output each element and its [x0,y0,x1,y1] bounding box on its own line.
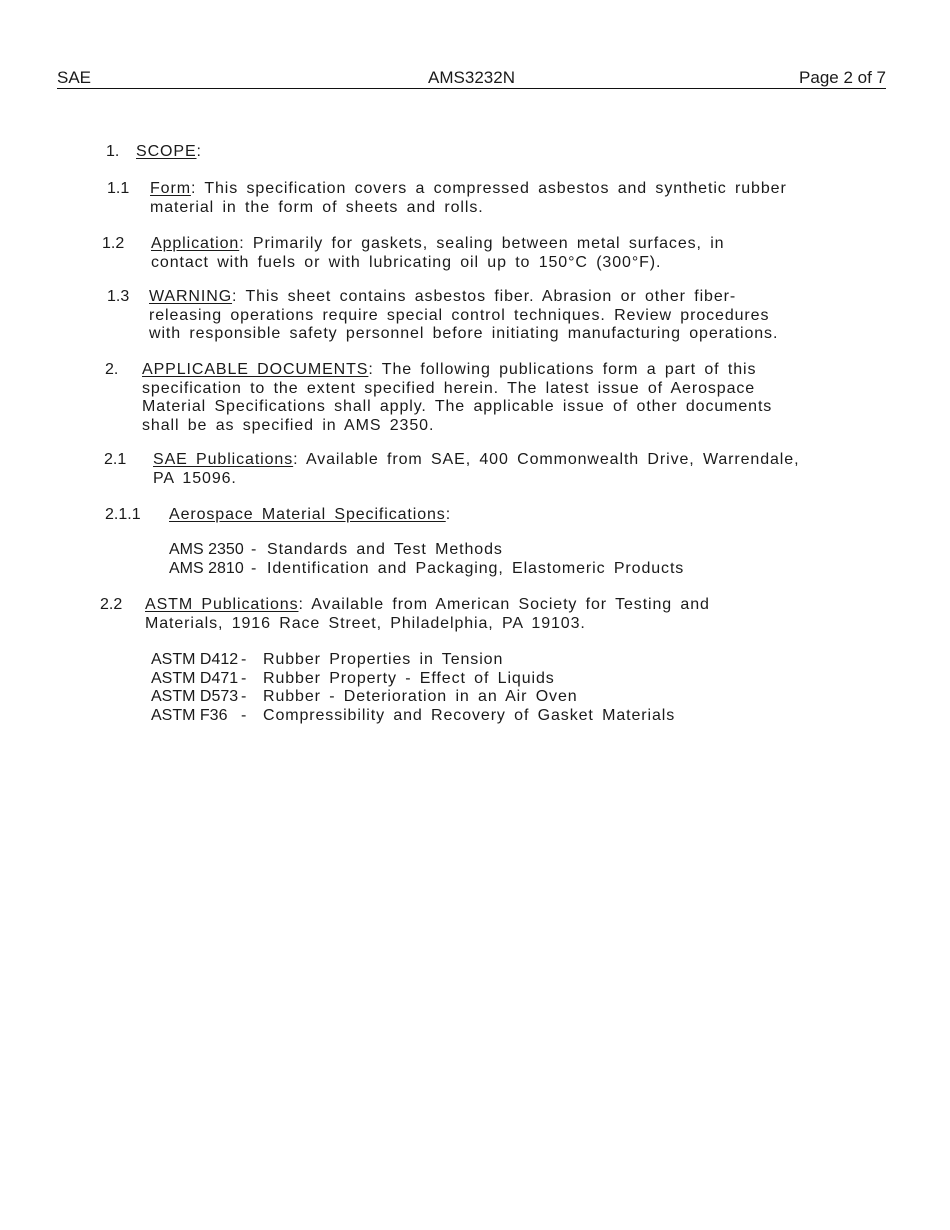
section-title: SCOPE [136,143,197,160]
section-number: 2. [105,361,119,378]
section-number: 1.3 [107,288,130,305]
section-body [149,288,778,344]
reference-title: Identification and Packaging, Elastomeric Products [267,559,685,577]
reference-code: ASTM D471 [151,669,239,687]
section-text: : The following publications form a part of this [368,361,757,378]
section-number: 1. [106,143,120,160]
section-text: specification to the extent specified herein. The latest issue of Aerospace [142,379,756,397]
reference-separator: - [251,559,257,577]
section-text: : Available from SAE, 400 Commonwealth Drive, Warrendale, [293,451,800,468]
section-text: : This specification covers a compressed asbestos and synthetic rubber [190,180,787,197]
reference-title: Standards and Test Methods [267,541,503,558]
reference-separator: - [241,651,247,668]
section-body [151,235,724,272]
section-text: shall be as specified in AMS 2350. [142,416,435,434]
reference-code: AMS 2350 [169,541,244,558]
section-text: PA 15096. [153,469,237,487]
section-text: Material Specifications shall apply. The applicable issue of other documents [142,398,773,415]
section-heading [136,143,201,162]
section-colon: : [445,506,452,523]
section-body [145,596,710,633]
reference-separator: - [241,669,247,687]
reference-code: ASTM F36 [151,706,228,724]
section-number: 1.1 [107,180,130,197]
reference-separator: - [241,688,247,705]
reference-title: Rubber Property - Effect of Liquids [263,669,555,687]
reference-code: ASTM D573 [151,688,239,705]
section-text: releasing operations require special control techniques. Review procedures [149,306,770,324]
reference-title: Rubber Properties in Tension [263,651,504,668]
header-doc-number: AMS3232N [428,68,515,87]
page-header [57,68,886,89]
section-text: : Primarily for gaskets, sealing between metal surfaces, in [239,235,725,252]
header-org: SAE [57,68,92,87]
section-body [142,361,772,435]
reference-code: AMS 2810 [169,559,244,577]
section-title: APPLICABLE DOCUMENTS [142,361,369,378]
section-title: Aerospace Material Specifications [169,506,446,523]
section-body [150,180,787,217]
section-title: Application [151,235,240,252]
reference-title: Compressibility and Recovery of Gasket Materials [263,706,676,724]
section-text: Materials, 1916 Race Street, Philadelphia, PA 19103. [145,614,586,632]
reference-separator: - [251,541,257,558]
reference-code: ASTM D412 [151,651,239,668]
reference-separator: - [241,706,247,724]
section-heading [169,506,451,525]
section-title: SAE Publications [153,451,294,468]
section-title: Form [150,180,191,197]
section-title: ASTM Publications [145,596,299,613]
section-text: material in the form of sheets and rolls. [150,198,484,216]
section-body [153,451,799,488]
section-number: 2.1.1 [105,506,141,523]
section-title: WARNING [149,288,233,305]
section-number: 1.2 [102,235,125,252]
section-text: : This sheet contains asbestos fiber. Abrasion or other fiber- [232,288,737,305]
section-colon: : [196,143,201,160]
reference-title: Rubber - Deterioration in an Air Oven [263,688,578,705]
header-page-number: Page 2 of 7 [799,68,886,87]
section-number: 2.1 [104,451,127,468]
section-text: : Available from American Society for Testing and [298,596,710,613]
section-text: contact with fuels or with lubricating oil up to 150°C (300°F). [151,253,662,271]
section-text: with responsible safety personnel before initiating manufacturing operations. [149,325,779,342]
section-number: 2.2 [100,596,123,613]
